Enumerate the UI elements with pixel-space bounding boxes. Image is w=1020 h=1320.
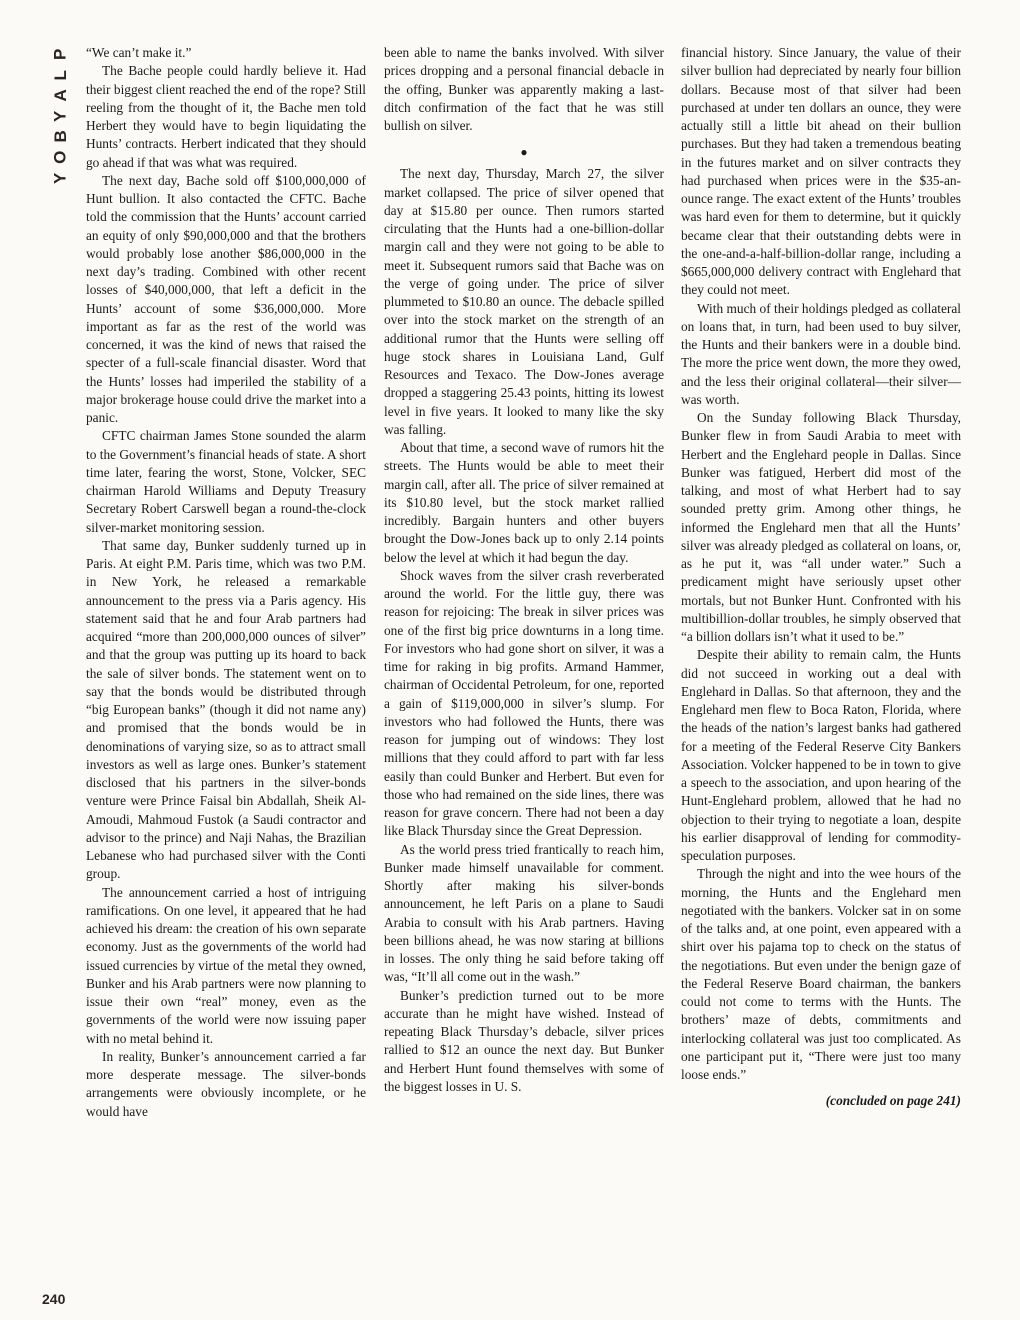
masthead-letter: O [50, 150, 70, 164]
paragraph: The next day, Thursday, March 27, the silver market collapsed. The price of silver opened that day at $15.80 per ounce. Then rumors started circulating that the Hunts had a one-billion-dollar margin call and they were not going to be able to meet it. Subsequent rumors said that Bache was on the verge of going under. The price of silver plummeted to $10.80 an ounce. The debacle spilled over into the stock market on the strength of an additional rumor that the Hunts were selling off huge stock shares in Louisiana Land, Gulf Resources and Texaco. The Dow-Jones average dropped a staggering 25.43 points, hitting its lowest level in five years. It looked to many like the sky was falling. [384, 166, 664, 437]
masthead-letter: B [50, 130, 70, 143]
paragraph: financial history. Since January, the value of their silver bullion had depreciated by nearly four billion dollars. Because most of that silver had been purchased at under ten dollars an ounce, they were actually still a little bit ahead on their bullion purchases. But they had taken a tremendous beating in the futures market and on silver contracts they had purchased when prices were in the $35-an-ounce range. The exact extent of the Hunts’ troubles was hard even for them to determine, but it quickly became clear that their outstanding debts were in the one-and-a-half-billion-dollar range, including a $665,000,000 delivery contract with Englehard that they could not meet. [681, 45, 961, 298]
paragraph: CFTC chairman James Stone sounded the alarm to the Government’s financial heads of state. A short time later, fearing the worst, Stone, Volcker, SEC chairman Harold Williams and Deputy Treasury Secretary Robert Carswell began a round-the-clock silver-market monitoring session. [86, 428, 366, 535]
paragraph: The Bache people could hardly believe it. Had their biggest client reached the end of the rope? Still reeling from the thought of it, the Bache men told Herbert they would have to begin liquidating the Hunts’ contracts. Herbert indicated that they should go ahead if that was what was required. [86, 63, 366, 170]
article-column-2 [384, 44, 664, 1096]
paragraph: been able to name the banks involved. With silver prices dropping and a personal financial debacle in the offing, Bunker was apparently making a last-ditch confirmation of the fact that he was still bullish on silver. [384, 45, 664, 133]
section-break-bullet: ● [520, 145, 528, 160]
continuation-note: (concluded on page 241) [825, 1093, 961, 1109]
paragraph: Despite their ability to remain calm, the Hunts did not succeed in working out a deal with Englehard in Dallas. So that afternoon, they and the Englehard men flew to Boca Raton, Florida, where the heads of the nation’s largest banks had gathered for a meeting of the Federal Reserve City Bankers Association. Volcker happened to be in town to give a speech to the association, and upon hearing of the Hunt-Englehard problem, allowed that he had no objection to their trying to negotiate a loan, despite his earlier disapproval of lending for commodity-speculation purposes. [681, 647, 961, 863]
magazine-masthead [48, 44, 74, 188]
paragraph: With much of their holdings pledged as collateral on loans that, in turn, had been used to buy silver, the Hunts and their bankers were in a double bind. The more the price went down, the more they owed, and the less their original collateral—their silver—was worth. [681, 300, 961, 407]
paragraph: The announcement carried a host of intriguing ramifications. On one level, it appeared that he had achieved his dream: the creation of his own separate economy. Just as the governments of the world had issued currencies by virtue of the metal they owned, Bunker and his Arab partners were now planning to issue their own “real” money, even as the governments of the world were now issuing paper with no metal behind it. [86, 884, 366, 1046]
paragraph: About that time, a second wave of rumors hit the streets. The Hunts would be able to meet their margin call, after all. The price of silver remained at its $10.80 level, but the stock market rallied incredibly. Bargain hunters and other buyers brought the Dow-Jones back up to only 2.14 points below the level at which it had begun the day. [384, 440, 664, 565]
masthead-letter: L [50, 69, 70, 81]
paragraph: Through the night and into the wee hours of the morning, the Hunts and the Englehard men negotiated with the bankers. Volcker sat in on some of the talks and, at one point, even appeared with a shirt over his pajama top to check on the status of the negotiations. But even under the benign gaze of the Federal Reserve Board chairman, the bankers could not come to terms with the Hunts. The brothers’ maze of debts, commitments and interlocking collateral was just too complicated. As one participant put it, “There were just too many loose ends.” [681, 866, 961, 1082]
masthead-letter: Y [50, 172, 70, 184]
paragraph: That same day, Bunker suddenly turned up in Paris. At eight P.M. Paris time, which was two P.M. in New York, he released a remarkable announcement to the press via a Paris agency. His statement said that he and four Arab partners had acquired “more than 200,000,000 ounces of silver” and that the group was putting up its hoard to back the sale of silver bonds. The statement went on to say that the bonds would be distributed through “big European banks” (though it did not name any) and promised that the bonds would be in denominations of varying size, so as to attract small investors as well as large ones. Bunker’s statement disclosed that his partners in the silver-bonds venture were Prince Faisal bin Abdallah, Sheik Al-Amoudi, Mahmoud Fustok (a Saudi contractor and advisor to the prince) and Naji Nahas, the Brazilian Lebanese who had purchased silver with the Conti group. [86, 537, 366, 882]
paragraph: As the world press tried frantically to reach him, Bunker made himself unavailable for comment. Shortly after making his silver-bonds announcement, he left Paris on a plane to Saudi Arabia to consult with his Arab partners. Having been billions ahead, he was now staring at billions in losses. The only thing he said before taking off was, “It’ll all come out in the wash.” [384, 841, 664, 985]
article-column-1 [86, 44, 366, 1121]
article-column-3 [681, 44, 961, 1111]
page-number: 240 [42, 1291, 66, 1307]
paragraph: In reality, Bunker’s announcement carried a far more desperate message. The silver-bonds arrangements were obviously incomplete, or he would have [86, 1048, 366, 1119]
paragraph: “We can’t make it.” [86, 45, 192, 60]
masthead-letter: A [50, 89, 70, 102]
paragraph: Shock waves from the silver crash reverberated around the world. For the little guy, there was reason for rejoicing: The break in silver prices was one of the first big price downturns in a long time. For investors who had gone short on silver, it was a time for raking in big profits. Armand Hammer, chairman of Occidental Petroleum, for one, reported a gain of $119,000,000 in silver’s slump. For investors who had followed the Hunts, there was reason for jumping out of windows: They lost millions that they could afford to part with far less easily than could Bunker and Herbert. But even for those who had remained on the side lines, there was reason for grave concern. There had not been a day like Black Thursday since the Great Depression. [384, 567, 664, 839]
masthead-letter: Y [50, 110, 70, 122]
masthead-letter: P [50, 48, 70, 60]
paragraph: On the Sunday following Black Thursday, Bunker flew in from Saudi Arabia to meet with Herbert and the Englehard people in Dallas. Since Bunker was fatigued, Herbert did most of the talking, and most of what Herbert had to say sounded pretty grim. Among other things, he informed the Englehard men that all the Hunts’ silver was already pledged as collateral on loans, or, as he put it, was “all under water.” Such a predicament might have seriously upset other mortals, but not Bunker Hunt. Confronted with his multibillion-dollar troubles, he simply observed that “a billion dollars isn’t what it used to be.” [681, 410, 961, 644]
paragraph: The next day, Bache sold off $100,000,000 of Hunt bullion. It also contacted the CFTC. Bache told the commission that the Hunts’ account carried an equity of only $90,000,000 and that the brothers would probably lose another $86,000,000 in the next day’s trading. Combined with other recent losses of $40,000,000, that left a deficit in the Hunts’ account of some $36,000,000. More important as far as the rest of the world was concerned, it was the kind of news that raised the specter of a full-scale financial disaster. Word that the Hunts’ losses had imperiled the stability of a major brokerage house could drive the market into a panic. [86, 172, 366, 425]
paragraph: Bunker’s prediction turned out to be more accurate than he might have wished. Instead of repeating Black Thursday’s debacle, silver prices rallied to $12 an ounce the next day. But Bunker and Herbert Hunt found themselves with some of the biggest losses in U. S. [384, 987, 664, 1094]
